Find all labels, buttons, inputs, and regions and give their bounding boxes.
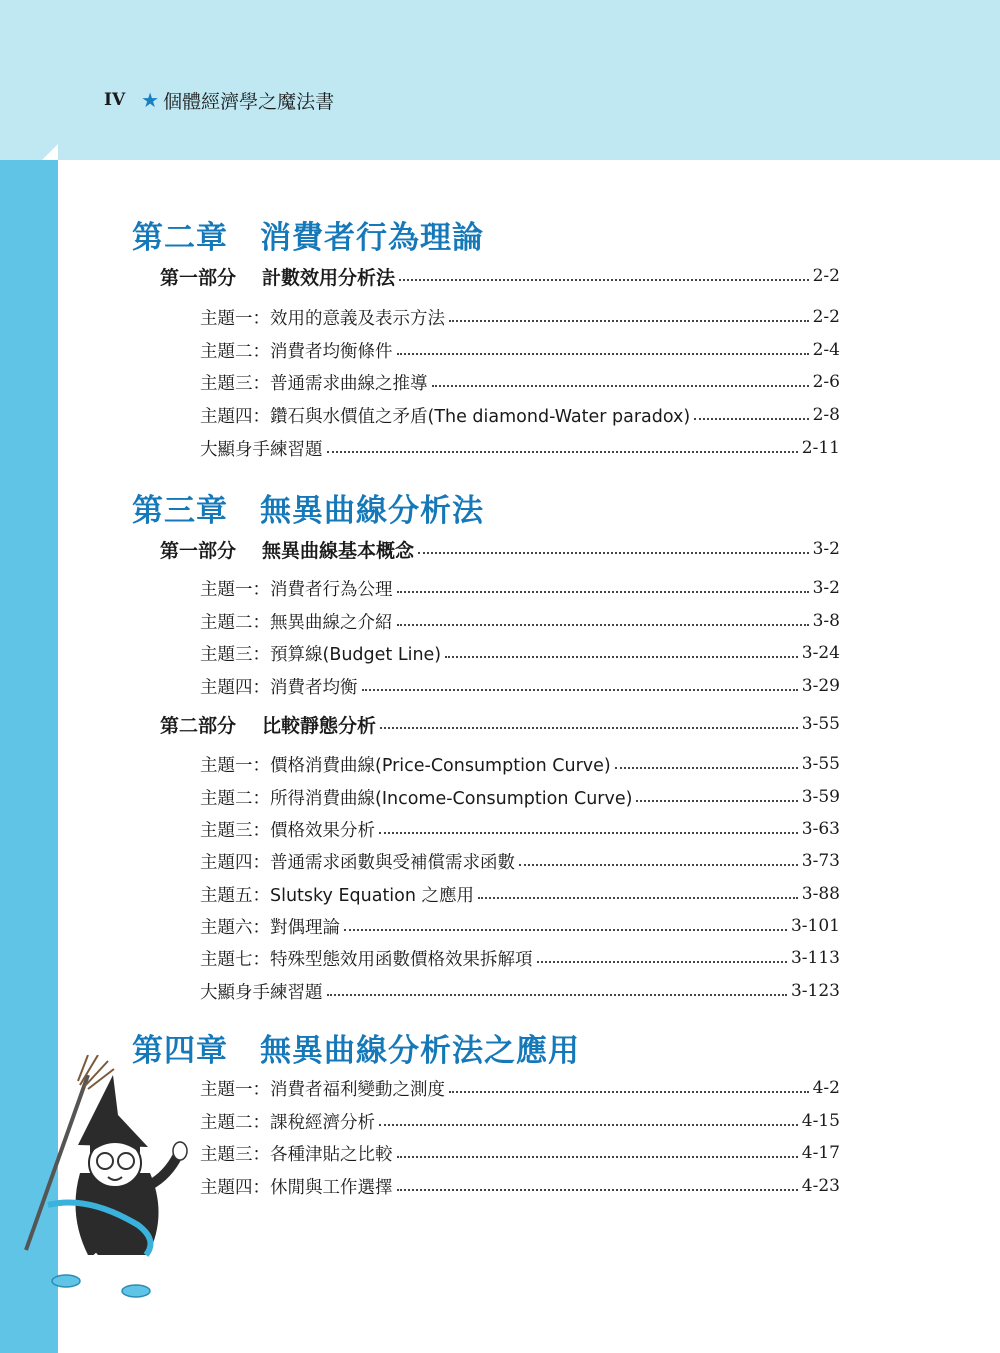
topic-title: 主題四：休閒與工作選擇 [200,1177,393,1198]
topic-title: 主題一：效用的意義及表示方法 [200,308,445,329]
toc-topic-entry[interactable] [200,814,840,844]
page-ref: 3-88 [801,884,840,904]
part-number: 第二部分 [160,714,237,737]
toc-topic-entry[interactable] [200,782,840,812]
page-ref: 4-17 [801,1143,840,1163]
page-ref: 3-24 [801,643,840,663]
dot-leader [399,279,809,281]
part-title: 無異曲線基本概念 [262,539,415,562]
part-number: 第一部分 [160,266,237,289]
chapter-title: 無異曲線分析法 [260,492,484,529]
toc-part-entry[interactable] [160,261,840,291]
page-ref: 2-8 [812,405,840,425]
topic-title: 主題五：Slutsky Equation 之應用 [200,885,475,906]
topic-title: 主題三：價格效果分析 [200,820,375,841]
dot-leader [397,353,809,355]
topic-title: 主題七：特殊型態效用函數價格效果拆解項 [200,949,533,970]
topic-title: 主題一：消費者行為公理 [200,579,393,600]
dot-leader [327,994,787,996]
chapter-title: 消費者行為理論 [260,219,484,256]
dot-leader [445,656,798,658]
dot-leader [519,864,798,866]
toc-topic-entry[interactable] [200,911,840,941]
dot-leader [636,800,797,802]
topic-title: 主題二：消費者均衡條件 [200,341,393,362]
dot-leader [418,552,809,554]
page-ref: 3-29 [801,676,840,696]
dot-leader [379,832,798,834]
topic-title: 主題二：所得消費曲線(Income-Consumption Curve) [200,788,633,809]
dot-leader [397,1189,798,1191]
toc-part-entry[interactable] [160,534,840,564]
page-ref: 3-2 [812,578,840,598]
page-ref: 4-23 [801,1176,840,1196]
dot-leader [537,961,787,963]
running-head [104,86,334,114]
page-ref: 4-15 [801,1111,840,1131]
dot-leader [379,1124,798,1126]
page-ref: 3-59 [801,787,840,807]
toc-topic-entry[interactable] [200,879,840,909]
dot-leader [478,897,798,899]
page-ref: 3-55 [801,714,840,734]
header-band [0,0,1000,160]
toc-topic-entry[interactable] [200,1171,840,1201]
toc-topic-entry[interactable] [200,943,840,973]
toc-topic-entry[interactable] [200,335,840,365]
book-title: 個體經濟學之魔法書 [163,90,335,113]
topic-title: 主題三：各種津貼之比較 [200,1144,393,1165]
dot-leader [397,1156,798,1158]
dot-leader [380,727,798,729]
part-number: 第一部分 [160,539,237,562]
topic-title: 主題三：普通需求曲線之推導 [200,373,428,394]
toc-topic-entry[interactable] [200,1073,840,1103]
toc-topic-entry[interactable] [200,1138,840,1168]
page-ref: 2-2 [812,307,840,327]
page-ref: 3-73 [801,851,840,871]
dot-leader [327,451,798,453]
toc-topic-entry[interactable] [200,433,840,463]
dot-leader [694,418,808,420]
star-icon: ★ [141,88,160,112]
topic-title: 主題四：鑽石與水價值之矛盾(The diamond-Water paradox) [200,406,691,427]
page-number: IV [104,90,126,110]
part-title: 計數效用分析法 [262,266,396,289]
chapter-heading [132,483,484,531]
toc-topic-entry[interactable] [200,749,840,779]
toc-part-entry[interactable] [160,709,840,739]
page-ref: 3-2 [812,539,840,559]
chapter-heading [132,1023,580,1071]
toc-topic-entry[interactable] [200,976,840,1006]
toc-topic-entry[interactable] [200,1106,840,1136]
topic-title: 主題二：課稅經濟分析 [200,1112,375,1133]
witch-mascot [18,1055,198,1305]
topic-title: 主題三：預算線(Budget Line) [200,644,442,665]
toc-topic-entry[interactable] [200,846,840,876]
topic-title: 主題六：對偶理論 [200,917,340,938]
part-title: 比較靜態分析 [262,714,377,737]
dot-leader [362,689,798,691]
topic-title: 大顯身手練習題 [200,982,323,1003]
page-ref: 3-63 [801,819,840,839]
dot-leader [615,767,798,769]
topic-title: 主題一：價格消費曲線(Price-Consumption Curve) [200,755,611,776]
page-ref: 3-113 [790,948,840,968]
topic-title: 主題一：消費者福利變動之測度 [200,1079,445,1100]
topic-title: 大顯身手練習題 [200,439,323,460]
topic-title: 主題四：消費者均衡 [200,677,358,698]
toc-topic-entry[interactable] [200,606,840,636]
page-ref: 3-101 [790,916,840,936]
page-ref: 3-8 [812,611,840,631]
dot-leader [432,385,809,387]
topic-title: 主題四：普通需求函數與受補償需求函數 [200,852,515,873]
toc-topic-entry[interactable] [200,400,840,430]
chapter-number: 第二章 [132,219,228,256]
topic-title: 主題二：無異曲線之介紹 [200,612,393,633]
page-ref: 3-123 [790,981,840,1001]
dot-leader [397,591,809,593]
page-ref: 2-11 [801,438,840,458]
chapter-number: 第四章 [132,1032,228,1069]
toc-topic-entry[interactable] [200,638,840,668]
page-ref: 2-6 [812,372,840,392]
chapter-title: 無異曲線分析法之應用 [260,1032,580,1069]
page-ref: 2-4 [812,340,840,360]
page-ref: 3-55 [801,754,840,774]
toc-topic-entry[interactable] [200,573,840,603]
dot-leader [397,624,809,626]
dot-leader [449,1091,809,1093]
toc-topic-entry[interactable] [200,367,840,397]
toc-topic-entry[interactable] [200,302,840,332]
dot-leader [344,929,787,931]
page-ref: 4-2 [812,1078,840,1098]
chapter-number: 第三章 [132,492,228,529]
page-ref: 2-2 [812,266,840,286]
toc-topic-entry[interactable] [200,671,840,701]
dot-leader [449,320,809,322]
chapter-heading [132,210,484,258]
page-corner [42,144,58,160]
